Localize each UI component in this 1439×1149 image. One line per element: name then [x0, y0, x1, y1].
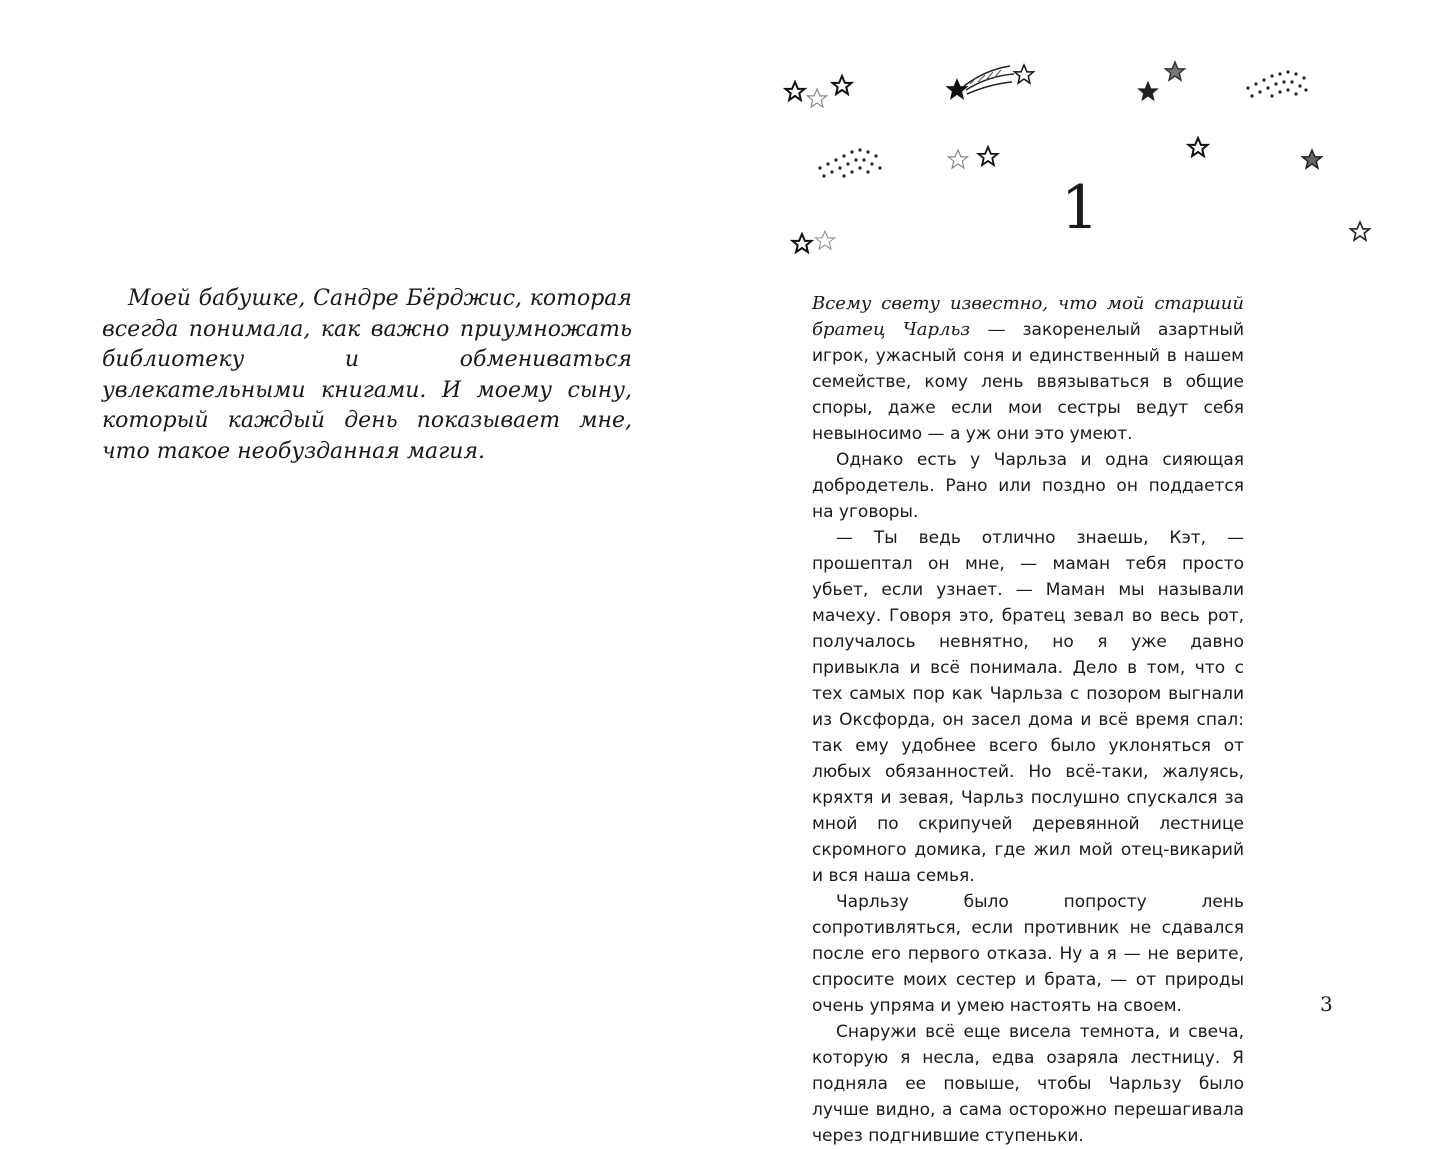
- star-icon: [948, 80, 967, 98]
- flower-star-icon: [1303, 150, 1322, 168]
- paragraph: [812, 291, 1244, 447]
- paragraph: Снаружи всё еще висела темнота, и свеча, которую я несла, едва озаряла лестницу. Я подняла ее повыше, чтобы Чарльзу было лучше видно, а сама осторожно перешагивала через подгнившие ступеньки.: [812, 1022, 1244, 1146]
- right-page: [720, 0, 1439, 1146]
- paragraph-text: закоренелый азартный игрок, ужасный соня и единственный в нашем семействе, кому лень ввязываться в общие споры, даже если мои сестры ведут себя невыносимо — а уж они это умеют.: [812, 320, 1244, 444]
- star-icon: [1189, 138, 1208, 156]
- dotted-cloud-icon: [1246, 70, 1307, 97]
- dotted-cloud-icon: [818, 148, 881, 177]
- star-icon: [1015, 65, 1034, 83]
- star-icon: [949, 150, 968, 168]
- dedication-text: Моей бабушке, Сандре Бёрджис, которая всегда понимала, как важно приумножать библиотеку и обмениваться увлекательными книгами. И моему сыну, который каждый день показывает мне, что такое необузданная магия.: [102, 286, 632, 464]
- shooting-star-icon: [964, 66, 1014, 94]
- star-icon: [1139, 82, 1158, 100]
- page-number: 3: [1320, 992, 1333, 1016]
- star-icon: [793, 234, 812, 252]
- chapter-number: 1: [1060, 173, 1100, 243]
- star-icon: [816, 231, 835, 249]
- flower-star-icon: [1351, 222, 1370, 240]
- star-icon: [786, 82, 805, 100]
- paragraph: Чарльзу было попросту лень сопротивляться, если противник не сдавался после его первого отказа. Ну а я — не верите, спросите моих сестер и брата, — от природы очень упряма и умею настоять на своем.: [812, 892, 1244, 1016]
- star-icon: [1166, 62, 1185, 80]
- chapter-body: [812, 291, 1244, 1149]
- lead-in-text: Всему свету известно, что мой старший братец Чарльз —: [812, 293, 1244, 340]
- star-icon: [979, 147, 998, 165]
- star-icon: [833, 76, 852, 94]
- star-decorations: [720, 0, 1439, 300]
- paragraph: — Ты ведь отлично знаешь, Кэт, — прошептал он мне, — маман тебя просто убьет, если узнает. — Маман мы называли мачеху. Говоря это, братец зевал во весь рот, получалось невнятно, но я уже давно привыкла и всё понимала. Дело в том, что с тех самых пор как Чарльза с позором выгнали из Оксфорда, он засел дома и всё время спал: так ему удобнее всего было уклоняться от любых обязанностей. Но всё-таки, жалуясь, кряхтя и зевая, Чарльз послушно спускался за мной по скрипучей деревянной лестнице скромного домика, где жил мой отец-викарий и вся наша семья.: [812, 528, 1244, 886]
- left-page: [0, 0, 720, 1045]
- star-icon: [808, 89, 827, 107]
- paragraph: Однако есть у Чарльза и одна сияющая добродетель. Рано или поздно он поддается на уговоры.: [812, 450, 1244, 522]
